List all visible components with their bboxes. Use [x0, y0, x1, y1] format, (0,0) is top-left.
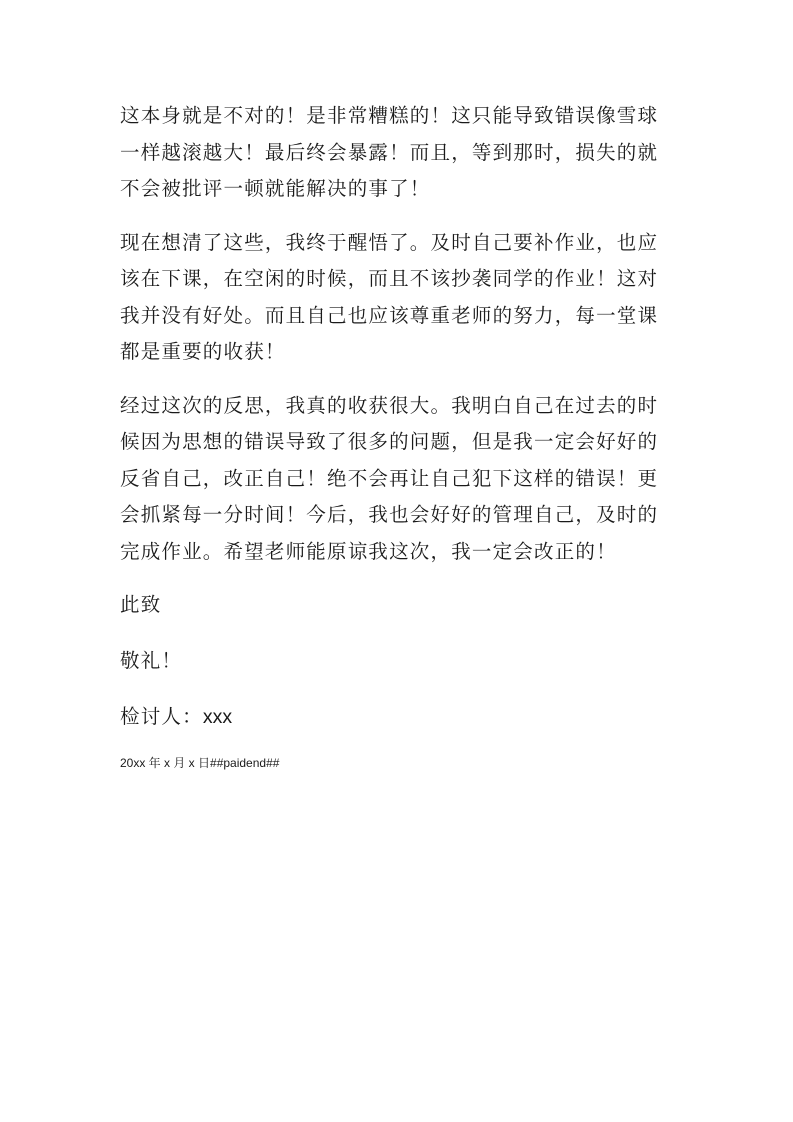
paragraph-line: 不会被批评一顿就能解决的事了！	[120, 177, 431, 200]
paragraph-line: 现在想清了这些，我终于醒悟了。及时自己要补作业，也应	[120, 230, 659, 254]
letter-body	[120, 98, 676, 771]
paragraph-line: 我并没有好处。而且自己也应该尊重老师的努力，每一堂课	[120, 303, 659, 327]
paragraph-2	[120, 225, 676, 371]
paragraph-line: 经过这次的反思，我真的收获很大。我明白自己在过去的时	[120, 393, 659, 417]
paragraph-line: 该在下课，在空闲的时候，而且不该抄袭同学的作业！这对	[120, 267, 659, 290]
paragraph-line: 一样越滚越大！最后终会暴露！而且，等到那时，损失的就	[120, 140, 659, 164]
signer-label: 检讨人：	[120, 705, 203, 728]
salutation-jing-li: 敬礼！	[120, 649, 183, 672]
date-line: 20xx 年 x 月 x 日##paidend##	[120, 756, 280, 770]
paragraph-line: 都是重要的收获！	[120, 340, 286, 363]
salutation-ci-zhi: 此致	[120, 593, 162, 616]
paragraph-line: 候因为思想的错误导致了很多的问题，但是我一定会好好的	[120, 430, 659, 453]
signer-name: xxx	[202, 706, 233, 728]
paragraph-3	[120, 388, 676, 571]
paragraph-line: 会抓紧每一分时间！今后，我也会好好的管理自己，及时的	[120, 503, 659, 526]
signer-line	[120, 699, 676, 736]
paragraph-line: 这本身就是不对的！是非常糟糕的！这只能导致错误像雪球	[120, 104, 659, 127]
paragraph-line: 完成作业。希望老师能原谅我这次，我一定会改正的！	[120, 539, 617, 563]
paragraph-1	[120, 98, 676, 208]
paragraph-line: 反省自己，改正自己！绝不会再让自己犯下这样的错误！更	[120, 466, 659, 490]
